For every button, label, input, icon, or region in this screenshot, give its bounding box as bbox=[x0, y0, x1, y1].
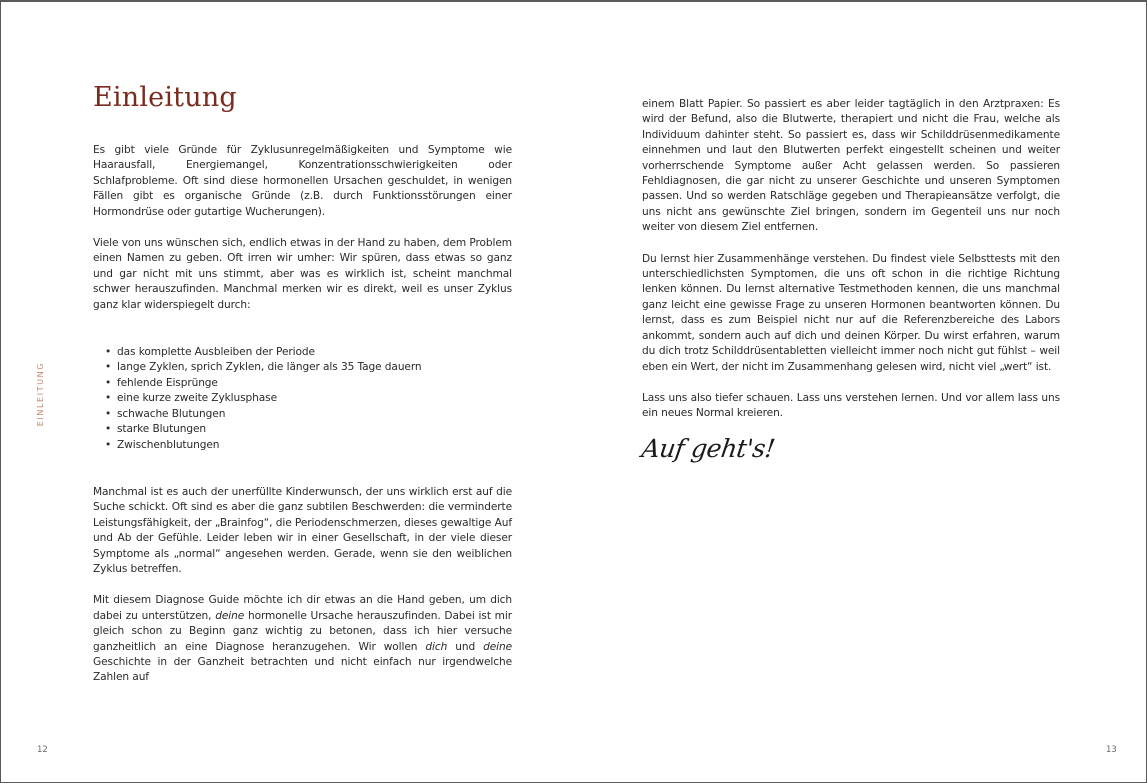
paragraph-5: einem Blatt Papier. So passiert es aber leider tagtäglich in den Arztpraxen: Es wird der Befund, also die Blutwerte, therapiert und nicht die Frau, welche als Individuum dahinter steht. So passiert es, dass wir Schilddrüsenmedikamente einnehmen und laut den Blutwerten perfekt eingestellt scheinen und weiter vorherrschende Symptome außer Acht gelassen werden. So passieren Fehldiagnosen, die gar nicht zu unserer Geschichte und unseren Symptomen passen. Und so werden Ratschläge gegeben und Therapieansätze verfolgt, die uns nicht ans gewünschte Ziel bringen, sondern im Gegenteil uns nur noch weiter von diesem Ziel entfernen. bbox=[642, 98, 1060, 234]
chapter-side-label: EINLEITUNG bbox=[36, 362, 45, 427]
page-number-left: 12 bbox=[37, 745, 48, 755]
paragraph-1: Es gibt viele Gründe für Zyklusunregelmäßigkeiten und Symptome wie Haarausfall, Energiemangel, Konzentrationsschwierigkeiten oder Schlafprobleme. Oft sind diese hormonellen Ursachen geschuldet, in wenigen Fällen gibt es organische Gründe (z.B. durch Funktionsstörungen einer Hormondrüse oder gutartige Wucherungen). bbox=[93, 144, 512, 218]
list-item: • Zwischenblutungen bbox=[105, 438, 512, 453]
paragraph-6: Du lernst hier Zusammenhänge verstehen. Du findest viele Selbsttests mit den unterschiedlichsten Symptomen, die uns oft schon in die richtige Richtung lenken können. Du lernst alternative Testmethoden kennen, die uns manchmal ganz leicht eine gewisse Frage zu unseren Hormonen beantworten können. Du lernst, dass es zum Beispiel nicht nur auf die Referenzbereiche des Labors ankommt, sondern auch auf dich und deinen Körper. Du wirst erfahren, warum du dich trotz Schilddrüsentabletten vielleicht immer noch nicht gut fühlst – weil eben ein Wert, der nicht im Zusammenhang gelesen wird, nicht viel „wert“ ist. bbox=[642, 252, 1060, 373]
page-number-right: 13 bbox=[1106, 745, 1117, 755]
right-page-text bbox=[642, 97, 1060, 422]
paragraph-2: Viele von uns wünschen sich, endlich etwas in der Hand zu haben, dem Problem einen Namen zu geben. Oft irren wir umher: Wir spüren, dass etwas so ganz und gar nicht mit uns stimmt, aber was es wirklich ist, scheint manchmal schwer herauszufinden. Manchmal merken wir es direkt, weil es unser Zyklus ganz klar widerspiegelt durch: bbox=[93, 237, 512, 311]
list-item: • starke Blutungen bbox=[105, 422, 512, 437]
list-item: • schwache Blutungen bbox=[105, 407, 512, 422]
handwritten-signature: Auf geht's! bbox=[639, 434, 777, 463]
list-item: • das komplette Ausbleiben der Periode bbox=[105, 345, 512, 360]
paragraph-3: Manchmal ist es auch der unerfüllte Kinderwunsch, der uns wirklich erst auf die Suche schickt. Oft sind es aber die ganz subtilen Beschwerden: die verminderte Leistungsfähigkeit, der „Brainfog“, die Periodenschmerzen, dieses gewaltige Auf und Ab der Gefühle. Leider leben wir in einer Gesellschaft, in der viele dieser Symptome als „normal“ angesehen werden. Gerade, wenn sie den weiblichen Zyklus betreffen. bbox=[93, 485, 512, 575]
left-page-text bbox=[93, 143, 512, 686]
list-item: • lange Zyklen, sprich Zyklen, die länger als 35 Tage dauern bbox=[105, 360, 512, 375]
paragraph-4: Mit diesem Diagnose Guide möchte ich dir etwas an die Hand geben, um dich dabei zu unterstützen, deine hormonelle Ursache herauszufinden. Dabei ist mir gleich schon zu Beginn ganz wichtig zu betonen, dass ich hier versuche ganzheitlich an eine Diagnose heranzugehen. Wir wollen dich und deine Geschichte in der Ganzheit betrachten und nicht einfach nur irgendwelche Zahlen auf bbox=[93, 594, 512, 684]
chapter-title: Einleitung bbox=[93, 82, 237, 113]
list-item: • fehlende Eisprünge bbox=[105, 376, 512, 391]
symptom-list bbox=[93, 345, 512, 453]
list-item: • eine kurze zweite Zyklusphase bbox=[105, 391, 512, 406]
paragraph-7: Lass uns also tiefer schauen. Lass uns verstehen lernen. Und vor allem lass uns ein neues Normal kreieren. bbox=[642, 391, 1060, 420]
